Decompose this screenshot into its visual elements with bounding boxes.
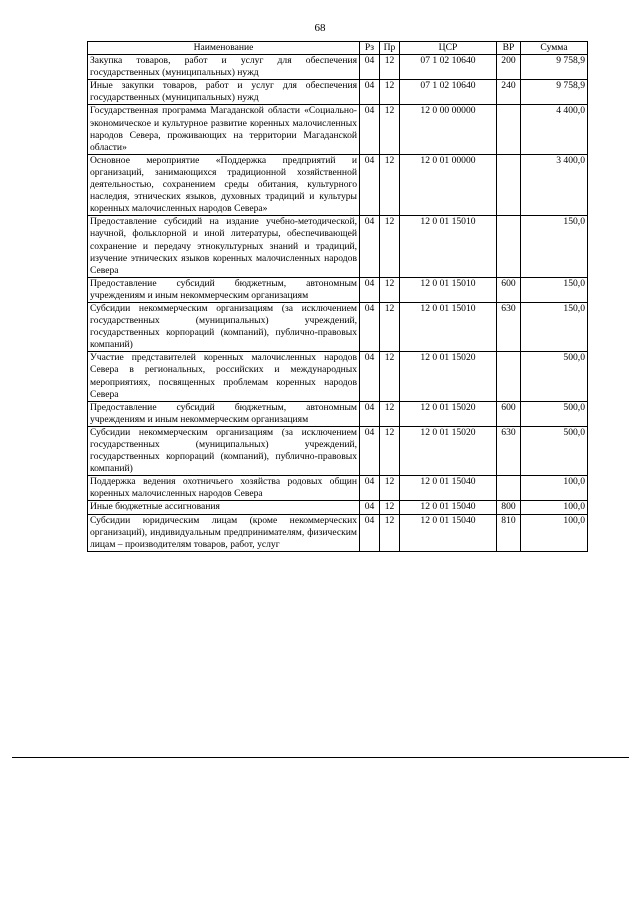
- row-vr: [497, 476, 521, 501]
- table-row: [88, 277, 588, 302]
- header-pr: Пр: [380, 42, 400, 55]
- row-pr: 12: [380, 216, 400, 277]
- row-sum: 3 400,0: [521, 154, 588, 215]
- row-sum: 100,0: [521, 514, 588, 551]
- row-sum: 9 758,9: [521, 55, 588, 80]
- table-row: [88, 514, 588, 551]
- row-name: Субсидии юридическим лицам (кроме некоммерческих организаций), индивидуальным предпринимателям, физическим лицам – производителям товаров, работ, услуг: [88, 514, 360, 551]
- page-number: 68: [314, 22, 326, 34]
- row-name: Государственная программа Магаданской области «Социально-экономическое и культурное развитие коренных малочисленных народов Севера, проживающих на территории Магаданской области»: [88, 105, 360, 154]
- row-name: Поддержка ведения охотничьего хозяйства родовых общин коренных малочисленных народов Севера: [88, 476, 360, 501]
- row-rz: 04: [360, 80, 380, 105]
- table-row: [88, 426, 588, 475]
- row-csr: 12 0 01 00000: [400, 154, 497, 215]
- table-header-row: [88, 42, 588, 55]
- row-rz: 04: [360, 352, 380, 401]
- row-csr: 12 0 01 15020: [400, 401, 497, 426]
- row-pr: 12: [380, 501, 400, 514]
- row-name: Иные закупки товаров, работ и услуг для обеспечения государственных (муниципальных) нужд: [88, 80, 360, 105]
- row-name: Предоставление субсидий на издание учебно-методической, научной, фольклорной и иной литературы, обеспечивающей сохранение и передачу этнокультурных знаний и традиций, изучение этнических языков коренных малочисленных народов Севера: [88, 216, 360, 277]
- row-sum: 500,0: [521, 426, 588, 475]
- row-name: Субсидии некоммерческим организациям (за исключением государственных (муниципальных) учреждений, государственных корпораций (компаний), публично-правовых компаний): [88, 302, 360, 351]
- row-name: Субсидии некоммерческим организациям (за исключением государственных (муниципальных) учреждений, государственных корпораций (компаний), публично-правовых компаний): [88, 426, 360, 475]
- row-csr: 07 1 02 10640: [400, 55, 497, 80]
- row-rz: 04: [360, 401, 380, 426]
- row-pr: 12: [380, 105, 400, 154]
- row-sum: 100,0: [521, 476, 588, 501]
- row-vr: [497, 352, 521, 401]
- table-row: [88, 476, 588, 501]
- budget-table: [87, 41, 588, 552]
- row-csr: 12 0 01 15040: [400, 514, 497, 551]
- row-pr: 12: [380, 80, 400, 105]
- row-name: Предоставление субсидий бюджетным, автономным учреждениям и иным некоммерческим организациям: [88, 401, 360, 426]
- row-pr: 12: [380, 514, 400, 551]
- row-sum: 150,0: [521, 277, 588, 302]
- row-vr: 810: [497, 514, 521, 551]
- row-pr: 12: [380, 302, 400, 351]
- row-sum: 150,0: [521, 302, 588, 351]
- row-csr: 07 1 02 10640: [400, 80, 497, 105]
- row-pr: 12: [380, 426, 400, 475]
- row-sum: 150,0: [521, 216, 588, 277]
- row-pr: 12: [380, 352, 400, 401]
- table-row: [88, 352, 588, 401]
- row-vr: 200: [497, 55, 521, 80]
- row-sum: 4 400,0: [521, 105, 588, 154]
- row-name: Закупка товаров, работ и услуг для обеспечения государственных (муниципальных) нужд: [88, 55, 360, 80]
- row-name: Предоставление субсидий бюджетным, автономным учреждениям и иным некоммерческим организациям: [88, 277, 360, 302]
- row-csr: 12 0 01 15010: [400, 302, 497, 351]
- row-rz: 04: [360, 426, 380, 475]
- row-csr: 12 0 00 00000: [400, 105, 497, 154]
- row-vr: 800: [497, 501, 521, 514]
- table-row: [88, 216, 588, 277]
- row-name: Участие представителей коренных малочисленных народов Севера в региональных, российских и международных мероприятиях, посвященных проблемам коренных народов Севера: [88, 352, 360, 401]
- row-vr: [497, 154, 521, 215]
- row-vr: 600: [497, 277, 521, 302]
- row-rz: 04: [360, 216, 380, 277]
- header-sum: Сумма: [521, 42, 588, 55]
- row-csr: 12 0 01 15010: [400, 216, 497, 277]
- row-rz: 04: [360, 55, 380, 80]
- row-vr: 630: [497, 426, 521, 475]
- row-vr: [497, 216, 521, 277]
- table-row: [88, 105, 588, 154]
- row-rz: 04: [360, 105, 380, 154]
- row-sum: 500,0: [521, 401, 588, 426]
- row-csr: 12 0 01 15020: [400, 426, 497, 475]
- row-csr: 12 0 01 15040: [400, 476, 497, 501]
- row-rz: 04: [360, 302, 380, 351]
- row-rz: 04: [360, 277, 380, 302]
- table-row: [88, 80, 588, 105]
- row-rz: 04: [360, 501, 380, 514]
- row-pr: 12: [380, 277, 400, 302]
- row-csr: 12 0 01 15020: [400, 352, 497, 401]
- row-pr: 12: [380, 154, 400, 215]
- row-vr: 240: [497, 80, 521, 105]
- table-row: [88, 302, 588, 351]
- table-row: [88, 501, 588, 514]
- row-rz: 04: [360, 514, 380, 551]
- row-name: Основное мероприятие «Поддержка предприятий и организаций, занимающихся традиционной хозяйственной деятельностью, сохранением среды обитания, культурного наследия, этнических языков, духовных традиций и культуры коренных малочисленных народов Севера»: [88, 154, 360, 215]
- row-vr: 630: [497, 302, 521, 351]
- header-vr: ВР: [497, 42, 521, 55]
- row-vr: 600: [497, 401, 521, 426]
- table-row: [88, 55, 588, 80]
- table-row: [88, 401, 588, 426]
- row-pr: 12: [380, 401, 400, 426]
- row-rz: 04: [360, 476, 380, 501]
- row-vr: [497, 105, 521, 154]
- row-name: Иные бюджетные ассигнования: [88, 501, 360, 514]
- header-csr: ЦСР: [400, 42, 497, 55]
- row-rz: 04: [360, 154, 380, 215]
- row-pr: 12: [380, 476, 400, 501]
- header-rz: Рз: [360, 42, 380, 55]
- header-name: Наименование: [88, 42, 360, 55]
- row-pr: 12: [380, 55, 400, 80]
- row-csr: 12 0 01 15040: [400, 501, 497, 514]
- page-divider: [12, 757, 629, 758]
- row-sum: 100,0: [521, 501, 588, 514]
- row-sum: 9 758,9: [521, 80, 588, 105]
- table-row: [88, 154, 588, 215]
- row-csr: 12 0 01 15010: [400, 277, 497, 302]
- row-sum: 500,0: [521, 352, 588, 401]
